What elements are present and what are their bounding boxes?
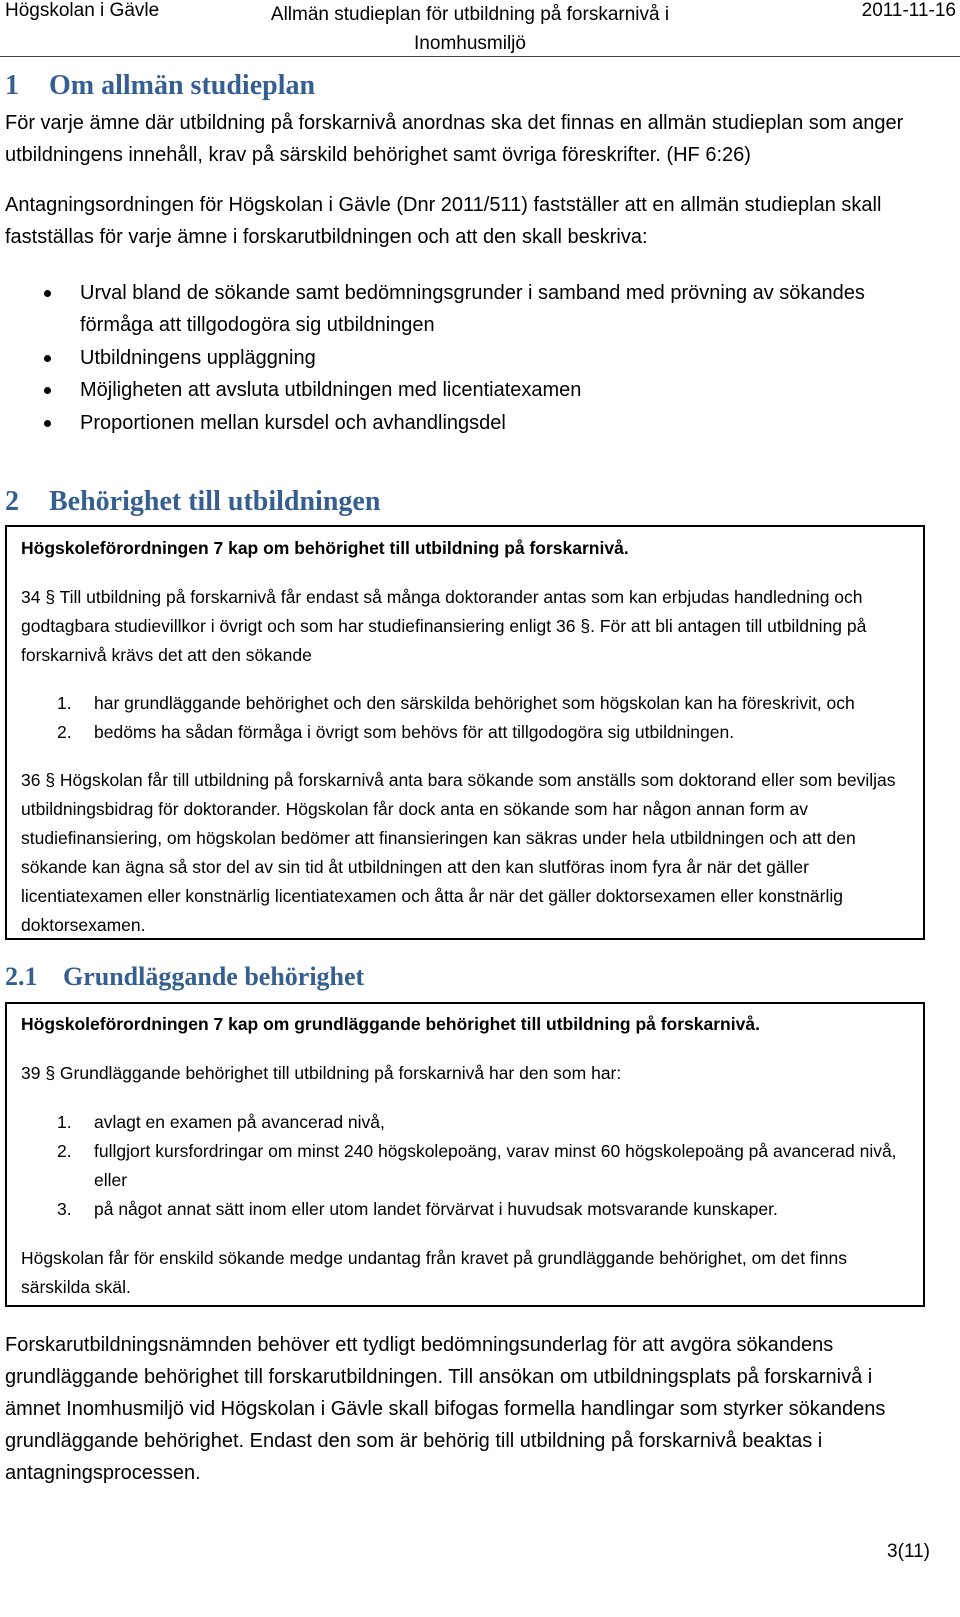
section-2-heading (5, 486, 380, 518)
list-number: 1. (57, 693, 72, 713)
section-2-1-closing-paragraph: Forskarutbildningsnämnden behöver ett tydligt bedömningsunderlag för att avgöra sökandens grundläggande behörighet till forskarutbildningen. Till ansökan om utbildningsplats på forskarnivå i ämnet Inomhusmiljö vid Högskolan i Gävle skall bifogas formella handlingar som styrker sökandens grundläggande behörighet. Endast den som är behörig till utbildning på forskarnivå beaktas i antagningsprocessen. (5, 1334, 886, 1484)
box-paragraph-34: 34 § Till utbildning på forskarnivå får endast så många doktorander antas som kan erbjudas handledning och godtagbara studievillkor i övrigt och som har studiefinansiering enligt 36 §. För att bli antagen till utbildning på forskarnivå krävs det att den sökande (21, 587, 867, 665)
page-header (0, 0, 960, 57)
section-1-paragraph-2: Antagningsordningen för Högskolan i Gävle (Dnr 2011/511) fastställer att en allmän studieplan skall fastställas för varje ämne i forskarutbildningen och att den skall beskriva: (5, 194, 882, 248)
page-number: 3(11) (887, 1541, 930, 1562)
section-1-heading (5, 70, 315, 102)
header-organization: Högskolan i Gävle (5, 0, 160, 21)
list-item (0, 374, 910, 406)
box-numbered-list (21, 1108, 909, 1224)
section-2-title: Behörighet till utbildningen (49, 486, 381, 517)
list-number: 1. (57, 1112, 72, 1132)
list-item-text: Proportionen mellan kursdel och avhandlingsdel (80, 411, 506, 434)
list-item-text: har grundläggande behörighet och den särskilda behörighet som högskolan kan ha föreskrivit, och (94, 693, 855, 713)
bullet-icon (44, 290, 51, 297)
box-paragraph-36: 36 § Högskolan får till utbildning på forskarnivå anta bara sökande som anställs som doktorand eller som beviljas utbildningsbidrag för doktorander. Högskolan får dock anta en sökande som har någon annan form av studiefinansiering, om högskolan bedömer att finansieringen kan säkras under hela utbildningen och att den sökande kan ägna så stor del av sin tid åt utbildningen att den kan slutföras inom fyra år när det gäller licentiatexamen eller konstnärlig licentiatexamen och åtta år när det gäller doktorsexamen eller konstnärlig doktorsexamen. (21, 770, 896, 935)
bullet-icon (44, 355, 51, 362)
bullet-icon (44, 420, 51, 427)
list-item-text: Utbildningens uppläggning (80, 346, 316, 369)
box-numbered-list (21, 689, 909, 747)
list-number: 3. (57, 1199, 72, 1219)
list-item (0, 407, 910, 439)
section-1-paragraph-1: För varje ämne där utbildning på forskarnivå anordnas ska det finnas en allmän studieplan som anger utbildningens innehåll, krav på särskild behörighet samt övriga föreskrifter. (HF 6:26) (5, 112, 904, 166)
list-item-text: på något annat sätt inom eller utom landet förvärvat i huvudsak motsvarande kunskaper. (94, 1199, 778, 1219)
section-1-bullet-list (0, 277, 940, 439)
list-item (21, 1137, 909, 1195)
section-1-number: 1 (5, 70, 19, 101)
list-item (21, 1195, 909, 1224)
list-item (21, 1108, 909, 1137)
header-date: 2011-11-16 (861, 0, 956, 21)
header-document-title: Allmän studieplan för utbildning på forskarnivå i Inomhusmiljö (270, 4, 670, 54)
section-2-number: 2 (5, 486, 19, 517)
list-item (0, 342, 910, 374)
section-2-1-number: 2.1 (5, 962, 38, 991)
list-item (21, 689, 909, 718)
list-item-text: Urval bland de sökande samt bedömningsgrunder i samband med prövning av sökandes förmåga att tillgodogöra sig utbildningen (80, 282, 865, 336)
list-item-text: bedöms ha sådan förmåga i övrigt som behövs för att tillgodogöra sig utbildningen. (94, 722, 735, 742)
box-lead: Högskoleförordningen 7 kap om grundläggande behörighet till utbildning på forskarnivå. (21, 1014, 760, 1034)
list-item (21, 718, 909, 747)
list-item-text: fullgjort kursfordringar om minst 240 högskolepoäng, varav minst 60 högskolepoäng på avancerad nivå, eller (94, 1141, 897, 1190)
list-item (0, 277, 910, 341)
bullet-icon (44, 387, 51, 394)
list-number: 2. (57, 722, 72, 742)
list-item-text: avlagt en examen på avancerad nivå, (94, 1112, 385, 1132)
law-quote-box-behorighet (5, 525, 925, 940)
box-paragraph-39: 39 § Grundläggande behörighet till utbildning på forskarnivå har den som har: (21, 1063, 622, 1083)
list-number: 2. (57, 1141, 72, 1161)
law-quote-box-grundlaggande (5, 1002, 925, 1307)
section-2-1-title: Grundläggande behörighet (63, 962, 365, 991)
section-2-1-heading (5, 962, 364, 992)
list-item-text: Möjligheten att avsluta utbildningen med licentiatexamen (80, 379, 582, 401)
box-lead: Högskoleförordningen 7 kap om behörighet till utbildning på forskarnivå. (21, 538, 629, 558)
section-1-title: Om allmän studieplan (49, 70, 316, 101)
box-paragraph-exception: Högskolan får för enskild sökande medge undantag från kravet på grundläggande behörighet, om det finns särskilda skäl. (21, 1248, 847, 1297)
